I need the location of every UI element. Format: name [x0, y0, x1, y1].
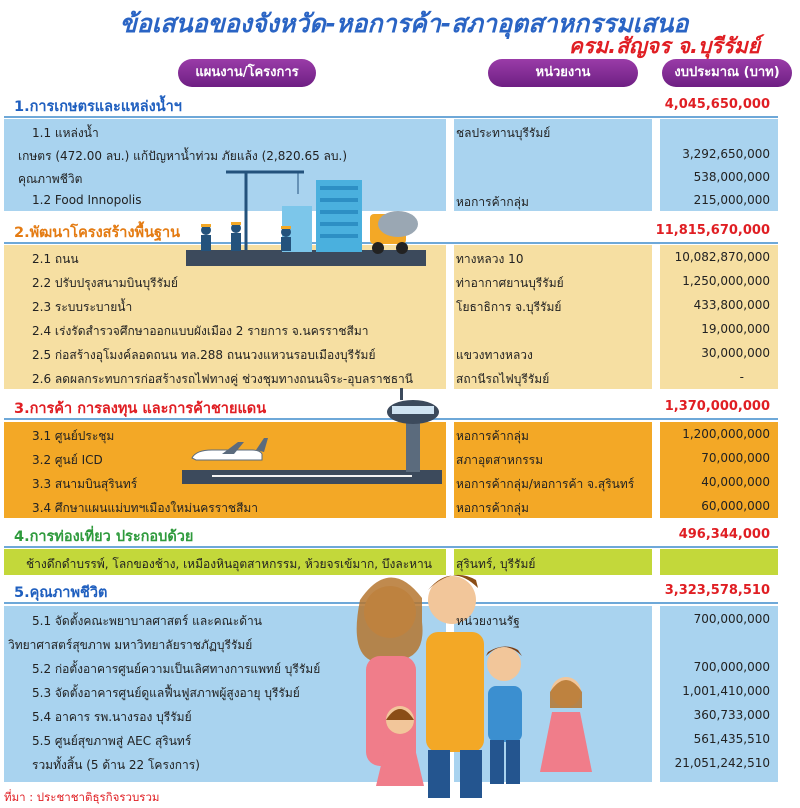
row-project: 1.2 Food Innopolis [32, 193, 142, 207]
row-project: 3.4 ศึกษาแผนแม่บทฯเมืองใหม่นครราชสีมา [32, 501, 259, 515]
column-header-project: แผนงาน/โครงการ [178, 59, 316, 87]
row-agency: หอการค้ากลุ่ม [456, 429, 529, 443]
section-total: 496,344,000 [678, 527, 770, 542]
table-row [4, 270, 778, 292]
row-budget: 700,000,000 [693, 660, 770, 674]
row-project: คุณภาพชีวิต [18, 172, 83, 186]
row-budget: 538,000,000 [693, 170, 770, 184]
page-subtitle: ครม.สัญจร จ.บุรีรัมย์ [568, 34, 760, 58]
table-row [4, 342, 778, 364]
row-budget: - [739, 370, 744, 384]
section-title: 1.การเกษตรและแหล่งน้ำฯ [14, 99, 182, 115]
table-row [4, 294, 778, 316]
row-budget: 70,000,000 [701, 451, 770, 465]
table-row [4, 471, 778, 493]
row-project: 5.4 อาคาร รพ.นางรอง บุรีรัมย์ [32, 710, 192, 724]
row-agency: ชลประทานบุรีรัมย์ [456, 126, 551, 140]
section-total: 3,323,578,510 [664, 583, 770, 598]
grand-total-row [4, 752, 778, 774]
column-header-agency: หน่วยงาน [488, 59, 638, 87]
table-row [4, 551, 778, 573]
row-budget: 19,000,000 [701, 322, 770, 336]
table-row [4, 447, 778, 469]
row-project: เกษตร (472.00 ลบ.) แก้ปัญหาน้ำท่วม ภัยแล้ง (2,820.65 ลบ.) [18, 149, 348, 163]
section-title: 5.คุณภาพชีวิต [14, 585, 108, 601]
table-row [4, 366, 778, 388]
section-title: 3.การค้า การลงทุน และการค้าชายแดน [14, 401, 267, 417]
row-budget: 21,051,242,510 [674, 756, 770, 770]
row-budget: 1,200,000,000 [682, 427, 770, 441]
row-project: 5.1 จัดตั้งคณะพยาบาลศาสตร์ และคณะด้าน [32, 614, 262, 628]
column-header-budget: งบประมาณ (บาท) [662, 59, 792, 87]
row-budget: 561,435,510 [693, 732, 770, 746]
section-title: 4.การท่องเที่ยว ประกอบด้วย [14, 529, 194, 545]
table-row [4, 680, 778, 702]
table-row [4, 120, 778, 142]
table-row [4, 632, 778, 654]
row-budget: 3,292,650,000 [682, 147, 770, 161]
table-row [4, 704, 778, 726]
row-project: รวมทั้งสิ้น (5 ด้าน 22 โครงการ) [32, 758, 200, 772]
section-total: 11,815,670,000 [655, 223, 770, 238]
row-agency: ทางหลวง 10 [456, 252, 524, 266]
section-total: 4,045,650,000 [664, 97, 770, 112]
section-1-header [4, 94, 778, 118]
row-project: 2.1 ถนน [32, 252, 79, 266]
section-4-header [4, 524, 778, 548]
row-budget: 433,800,000 [693, 298, 770, 312]
row-project: 2.2 ปรับปรุงสนามบินบุรีรัมย์ [32, 276, 178, 290]
row-project: 2.4 เร่งรัดสำรวจศึกษาออกแบบผังเมือง 2 รายการ จ.นครราชสีมา [32, 324, 369, 338]
table-row [4, 656, 778, 678]
row-project: 2.5 ก่อสร้างอุโมงค์ลอดถนน ทล.288 ถนนวงแหวนรอบเมืองบุรีรัมย์ [32, 348, 376, 362]
row-project: 3.1 ศูนย์ประชุม [32, 429, 115, 443]
table-row [4, 728, 778, 750]
row-budget: 1,250,000,000 [682, 274, 770, 288]
row-project: ช้างดึกดำบรรพ์, โลกของช้าง, เหมืองหินอุตสาหกรรม, ห้วยจรเข้มาก, บึงละหาน [26, 557, 432, 571]
row-agency: แขวงทางหลวง [456, 348, 533, 362]
source-note: ที่มา : ประชาชาติธุรกิจรวบรวม [4, 790, 160, 804]
page-title: ข้อเสนอของจังหวัด-หอการค้า-สภาอุตสาหกรรมเสนอ [119, 9, 689, 38]
row-project: 3.2 ศูนย์ ICD [32, 453, 103, 467]
row-budget: 360,733,000 [693, 708, 770, 722]
table-row [4, 246, 778, 268]
row-budget: 40,000,000 [701, 475, 770, 489]
row-project: 2.3 ระบบระบายน้ำ [32, 300, 133, 314]
row-agency: หอการค้ากลุ่ม/หอการค้า จ.สุรินทร์ [456, 477, 635, 491]
row-agency: หน่วยงานรัฐ [456, 614, 520, 628]
section-title: 2.พัฒนาโครงสร้างพื้นฐาน [14, 225, 181, 241]
row-agency: สุรินทร์, บุรีรัมย์ [456, 557, 536, 571]
row-project: 5.5 ศูนย์สุขภาพสู่ AEC สุรินทร์ [32, 734, 192, 748]
section-total: 1,370,000,000 [664, 399, 770, 414]
row-project: 5.2 ก่อตั้งอาคารศูนย์ความเป็นเลิศทางการแพทย์ บุรีรัมย์ [32, 662, 321, 676]
row-agency: หอการค้ากลุ่ม [456, 501, 529, 515]
row-project: วิทยาศาสตร์สุขภาพ มหาวิทยาลัยราชภัฏบุรีรัมย์ [8, 638, 253, 652]
table-row [4, 143, 778, 165]
table-row [4, 166, 778, 188]
row-budget: 700,000,000 [693, 612, 770, 626]
table-row [4, 423, 778, 445]
row-agency: ท่าอากาศยานบุรีรัมย์ [456, 276, 564, 290]
row-project: 1.1 แหล่งน้ำ [32, 126, 99, 140]
row-budget: 60,000,000 [701, 499, 770, 513]
row-budget: 10,082,870,000 [674, 250, 770, 264]
table-row [4, 495, 778, 517]
row-project: 3.3 สนามบินสุรินทร์ [32, 477, 138, 491]
row-agency: สภาอุตสาหกรรม [456, 453, 544, 467]
row-project: 5.3 จัดตั้งอาคารศูนย์ดูแลฟื้นฟูสภาพผู้สูงอายุ บุรีรัมย์ [32, 686, 300, 700]
table-row [4, 189, 778, 211]
row-agency: หอการค้ากลุ่ม [456, 195, 529, 209]
row-budget: 30,000,000 [701, 346, 770, 360]
table-row [4, 608, 778, 630]
row-agency: สถานีรถไฟบุรีรัมย์ [456, 372, 550, 386]
row-budget: 215,000,000 [693, 193, 770, 207]
row-project: 2.6 ลดผลกระทบการก่อสร้างรถไฟทางคู่ ช่วงชุมทางถนนจิระ-อุบลราชธานี [32, 372, 413, 386]
table-row [4, 318, 778, 340]
row-budget: 1,001,410,000 [682, 684, 770, 698]
row-agency: โยธาธิการ จ.บุรีรัมย์ [456, 300, 562, 314]
